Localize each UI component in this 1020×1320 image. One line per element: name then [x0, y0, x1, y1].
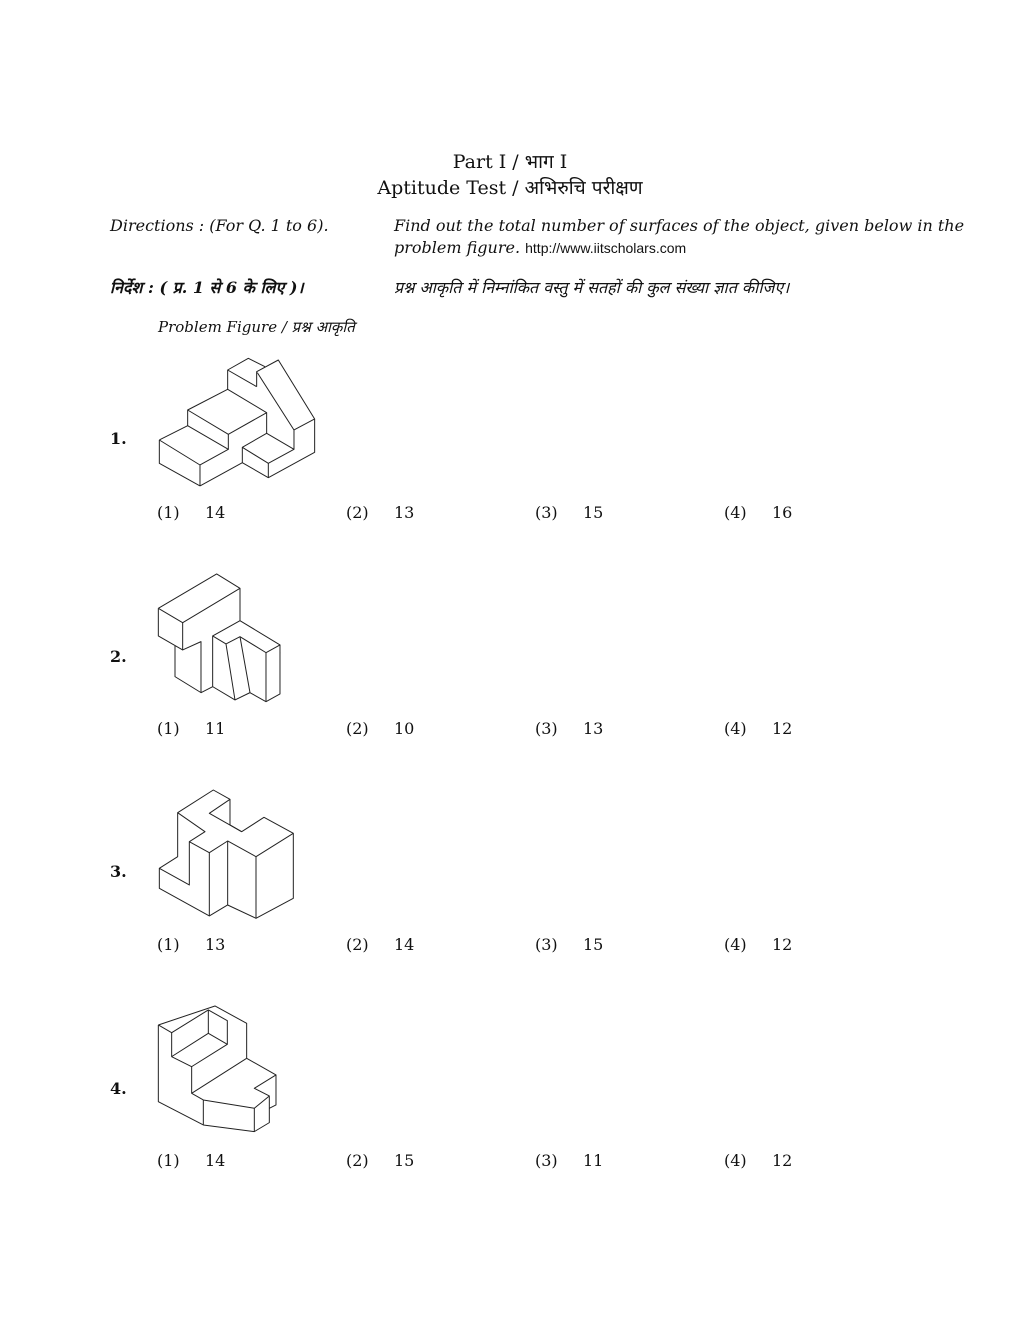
option-value: 14	[205, 1151, 226, 1170]
option-label: (4)	[724, 935, 747, 954]
option-label: (2)	[346, 719, 369, 738]
option-label: (4)	[724, 503, 747, 522]
option-value: 16	[772, 503, 793, 522]
option-label: (1)	[157, 503, 180, 522]
option-label: (1)	[157, 719, 180, 738]
option[interactable]	[346, 719, 415, 738]
option-value: 14	[205, 503, 226, 522]
option-label: (1)	[157, 935, 180, 954]
option[interactable]	[157, 719, 226, 738]
test-title: Aptitude Test / अभिरुचि परीक्षण	[377, 177, 643, 199]
option-label: (2)	[346, 503, 369, 522]
option-label: (2)	[346, 1151, 369, 1170]
option[interactable]	[724, 719, 793, 738]
option-value: 15	[583, 935, 604, 954]
option[interactable]	[724, 1151, 793, 1170]
option-value: 15	[394, 1151, 415, 1170]
option[interactable]	[157, 503, 226, 522]
source-url[interactable]: http://www.iitscholars.com	[525, 240, 687, 256]
figure-1	[159, 358, 314, 486]
question-number: 3.	[110, 862, 127, 881]
figure-4	[158, 1006, 276, 1132]
option-value: 11	[205, 719, 226, 738]
option[interactable]	[346, 503, 415, 522]
option-label: (2)	[346, 935, 369, 954]
option[interactable]	[157, 1151, 226, 1170]
directions-label-en: Directions : (For Q. 1 to 6).	[110, 216, 329, 235]
directions-text-hi: प्रश्न आकृति में निम्नांकित वस्तु में सतहों की कुल संख्या ज्ञात कीजिए।	[394, 278, 790, 297]
option[interactable]	[157, 935, 226, 954]
option-value: 12	[772, 935, 793, 954]
option-value: 11	[583, 1151, 604, 1170]
figure-3	[159, 790, 293, 918]
option-label: (3)	[535, 503, 558, 522]
option-value: 13	[583, 719, 604, 738]
option-value: 10	[394, 719, 415, 738]
option-label: (4)	[724, 1151, 747, 1170]
option[interactable]	[724, 503, 793, 522]
option[interactable]	[535, 719, 604, 738]
question-number: 4.	[110, 1079, 127, 1098]
option-label: (3)	[535, 1151, 558, 1170]
option[interactable]	[724, 935, 793, 954]
option-value: 12	[772, 719, 793, 738]
option-value: 13	[205, 935, 226, 954]
figure-2	[158, 574, 280, 702]
directions-text-en: Find out the total number of surfaces of the object, given below in the	[394, 216, 965, 235]
part-heading: Part I / भाग I	[452, 151, 568, 173]
option-label: (3)	[535, 719, 558, 738]
directions-label-hi: निर्देश : ( प्र. 1 से 6 के लिए )।	[110, 278, 304, 297]
option-label: (4)	[724, 719, 747, 738]
option[interactable]	[346, 1151, 415, 1170]
option-value: 13	[394, 503, 415, 522]
option-label: (3)	[535, 935, 558, 954]
option[interactable]	[346, 935, 415, 954]
problem-figure-label: Problem Figure / प्रश्न आकृति	[158, 318, 355, 336]
option[interactable]	[535, 1151, 604, 1170]
option[interactable]	[535, 503, 604, 522]
option[interactable]	[535, 935, 604, 954]
option-value: 12	[772, 1151, 793, 1170]
question-number: 2.	[110, 647, 127, 666]
option-label: (1)	[157, 1151, 180, 1170]
option-value: 14	[394, 935, 415, 954]
option-value: 15	[583, 503, 604, 522]
question-number: 1.	[110, 429, 127, 448]
directions-text-en-cont: problem figure.	[394, 238, 521, 257]
